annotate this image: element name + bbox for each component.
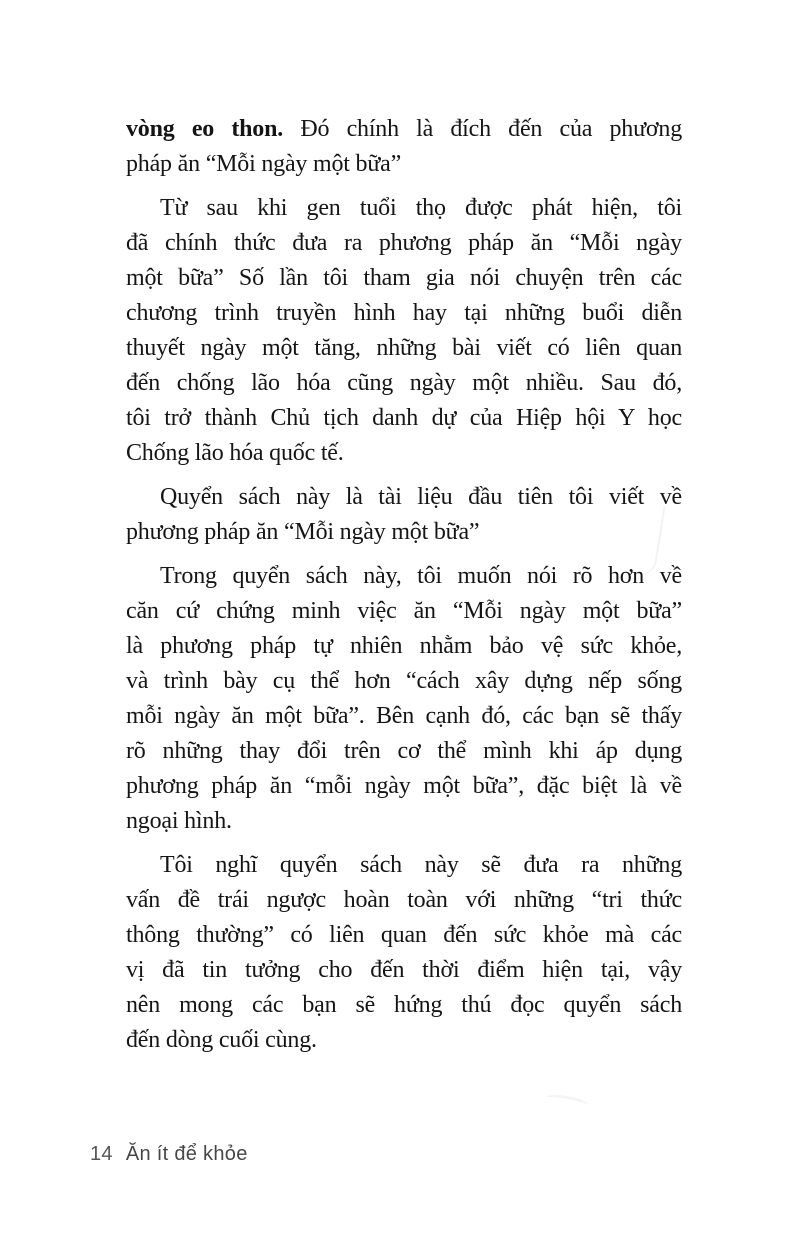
text-line: đến dòng cuối cùng.	[126, 1027, 317, 1053]
text-line: Từ sau khi gen tuổi thọ được phát hiện, tôi	[160, 195, 682, 221]
text-line	[126, 112, 682, 147]
running-title: Ăn ít để khỏe	[125, 1143, 248, 1165]
text-line: thông thường” có liên quan đến sức khỏe mà các	[126, 922, 682, 948]
text-line: nên mong các bạn sẽ hứng thú đọc quyển sách	[126, 992, 682, 1018]
text-line: Quyển sách này là tài liệu đầu tiên tôi viết về	[160, 484, 682, 510]
page-number: 14	[90, 1143, 113, 1165]
text-line: vị đã tin tưởng cho đến thời điểm hiện tại, vậy	[126, 957, 682, 983]
paragraph	[126, 191, 682, 471]
text-line: Tôi nghĩ quyển sách này sẽ đưa ra những	[160, 852, 682, 878]
text-line: và trình bày cụ thể hơn “cách xây dựng nếp sống	[126, 668, 682, 694]
body-text	[126, 112, 682, 1067]
text-line: căn cứ chứng minh việc ăn “Mỗi ngày một bữa”	[126, 598, 682, 624]
text-line: mỗi ngày ăn một bữa”. Bên cạnh đó, các bạn sẽ thấy	[126, 703, 682, 729]
text-line: thuyết ngày một tăng, những bài viết có liên quan	[126, 335, 682, 361]
scan-artifact	[545, 1092, 588, 1109]
text-line: phương pháp ăn “mỗi ngày một bữa”, đặc biệt là về	[126, 773, 682, 799]
paragraph	[126, 480, 682, 550]
text-line: một bữa” Số lần tôi tham gia nói chuyện trên các	[126, 265, 682, 291]
text-line: là phương pháp tự nhiên nhằm bảo vệ sức khỏe,	[126, 633, 682, 659]
text-line: ngoại hình.	[126, 808, 232, 834]
text-line: chương trình truyền hình hay tại những buổi diễn	[126, 300, 682, 326]
text-line: đến chống lão hóa cũng ngày một nhiều. Sau đó,	[126, 370, 682, 396]
text-line: pháp ăn “Mỗi ngày một bữa”	[126, 151, 402, 177]
page-footer	[90, 1143, 248, 1166]
text-line: đã chính thức đưa ra phương pháp ăn “Mỗi ngày	[126, 230, 682, 256]
paragraph	[126, 559, 682, 839]
text-line: tôi trở thành Chủ tịch danh dự của Hiệp hội Y học	[126, 405, 682, 431]
bold-lead: vòng eo thon.	[126, 116, 284, 142]
text-line: phương pháp ăn “Mỗi ngày một bữa”	[126, 519, 480, 545]
text-line: Chống lão hóa quốc tế.	[126, 440, 344, 466]
paragraph	[126, 848, 682, 1058]
lead-rest: Đó chính là đích đến của phương	[300, 116, 683, 142]
text-line: vấn đề trái ngược hoàn toàn với những “tri thức	[126, 887, 682, 913]
text-line: Trong quyển sách này, tôi muốn nói rõ hơn về	[160, 563, 682, 589]
text-line: rõ những thay đổi trên cơ thể mình khi áp dụng	[126, 738, 682, 764]
paragraph	[126, 112, 682, 182]
